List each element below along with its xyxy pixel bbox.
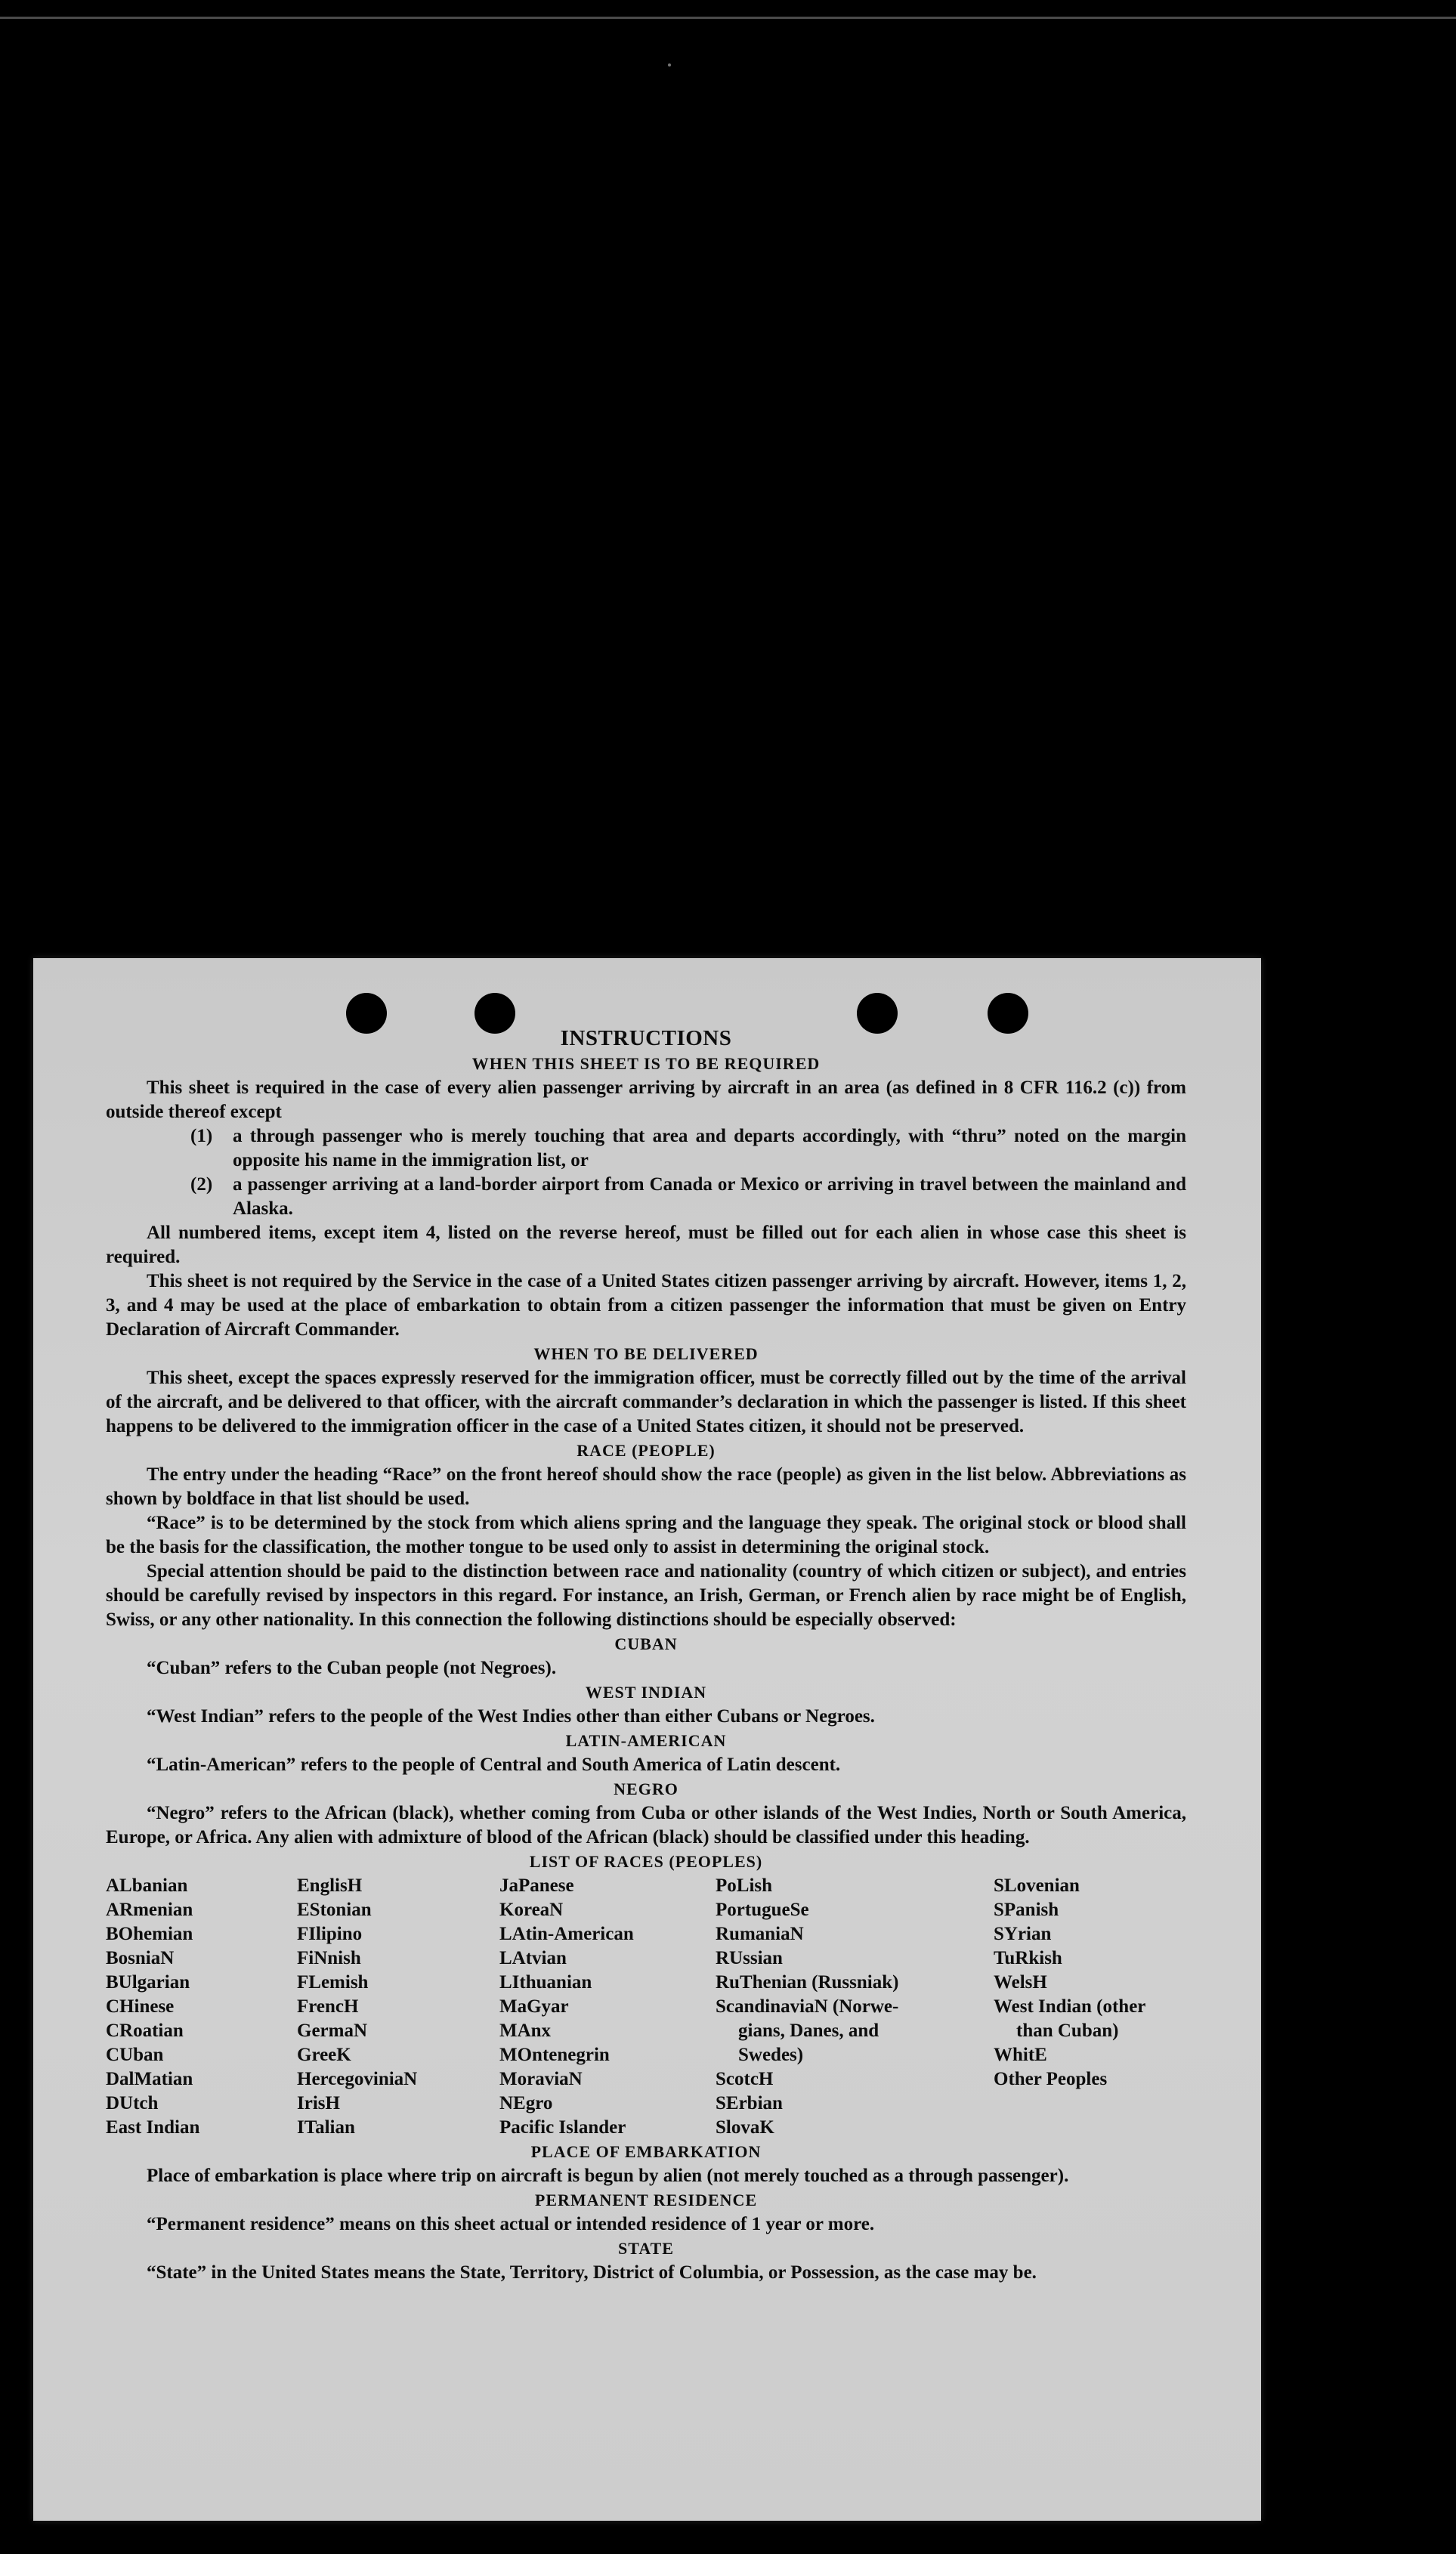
exception-number: (1): [190, 1126, 213, 1146]
west-indian-text: “West Indian” refers to the people of the West Indies other than either Cubans or Negroes.: [147, 1706, 875, 1727]
race-entry: LIthuanian: [499, 1972, 592, 1993]
race-entry: TuRkish: [994, 1948, 1062, 1968]
section-heading-negro: NEGRO: [614, 1779, 679, 1798]
race-entry: PoLish: [716, 1875, 773, 1896]
required-para-citizen: This sheet is not required by the Service in the case of a United States citizen passenger arriving by aircraft. However, items 1, 2, 3, and 4 may be used at the place of embarkation to obtain from a citizen passenger the information that must be given on Entry Declaration of Aircraft Commander.: [106, 1271, 1186, 1340]
section-heading-embarkation: PLACE OF EMBARKATION: [530, 2142, 762, 2161]
race-entry: ScandinaviaN (Norwe-: [716, 1996, 899, 2017]
race-entry: SYrian: [994, 1924, 1052, 1944]
latin-american-text: “Latin-American” refers to the people of Central and South America of Latin descent.: [147, 1755, 841, 1775]
race-entry-continued: than Cuban): [1016, 2021, 1119, 2041]
race-para: “Race” is to be determined by the stock from which aliens spring and the language they speak. The original stock or blood shall be the basis for the classification, the mother tongue to be used only to assist in determining the original stock.: [106, 1513, 1186, 1557]
race-column: [297, 1874, 499, 2140]
race-entry: West Indian (other: [994, 1996, 1146, 2017]
race-entry: LAtin-American: [499, 1924, 634, 1944]
document-body: [106, 1025, 1186, 2285]
race-entry: IrisH: [297, 2093, 340, 2113]
exception-item: [106, 1124, 1186, 1173]
exception-number: (2): [190, 1174, 213, 1195]
race-entry: BOhemian: [106, 1924, 193, 1944]
race-entry: SErbian: [716, 2093, 783, 2113]
race-entry: KoreaN: [499, 1900, 564, 1920]
race-entry: FiNnish: [297, 1948, 361, 1968]
section-heading-west-indian: WEST INDIAN: [585, 1683, 707, 1702]
race-entry: FLemish: [297, 1972, 369, 1993]
race-entry: BUlgarian: [106, 1972, 190, 1993]
race-entry: FrencH: [297, 1996, 359, 2017]
exception-text: a passenger arriving at a land-border airport from Canada or Mexico or arriving in travel between the mainland and Alaska.: [233, 1174, 1186, 1219]
race-entry-continued: gians, Danes, and: [738, 2021, 879, 2041]
race-entry: JaPanese: [499, 1875, 574, 1896]
race-entry: ALbanian: [106, 1875, 188, 1896]
race-list: [106, 1874, 1186, 2140]
race-entry: WhitE: [994, 2045, 1047, 2065]
race-entry: ScotcH: [716, 2069, 774, 2089]
race-entry: MaGyar: [499, 1996, 569, 2017]
document-title: INSTRUCTIONS: [560, 1026, 732, 1050]
race-entry: CRoatian: [106, 2021, 184, 2041]
state-text: “State” in the United States means the State, Territory, District of Columbia, or Possession, as the case may be.: [147, 2262, 1037, 2283]
race-entry: BosniaN: [106, 1948, 175, 1968]
race-entry: LAtvian: [499, 1948, 567, 1968]
race-para: Special attention should be paid to the distinction between race and nationality (country of which citizen or subject), and entries should be carefully revised by inspectors in this regard. For instance, an Irish, German, or French alien by race might be of English, Swiss, or any other nationality. In this connection the following distinctions should be especially observed:: [106, 1561, 1186, 1630]
embarkation-text: Place of embarkation is place where trip on aircraft is begun by alien (not merely touched as a through passenger).: [147, 2166, 1069, 2186]
race-column: [499, 1874, 716, 2140]
residence-text: “Permanent residence” means on this sheet actual or intended residence of 1 year or more.: [147, 2214, 875, 2234]
scan-dust-speck: [668, 63, 671, 66]
race-entry: Pacific Islander: [499, 2117, 626, 2138]
race-para: The entry under the heading “Race” on the front hereof should show the race (people) as given in the list below. Abbreviations as shown by boldface in that list should be used.: [106, 1464, 1186, 1509]
section-heading-state: STATE: [618, 2239, 674, 2258]
race-entry: Other Peoples: [994, 2069, 1108, 2089]
section-heading-cuban: CUBAN: [614, 1634, 678, 1653]
race-column: [994, 1874, 1186, 2140]
race-entry: FIlipino: [297, 1924, 363, 1944]
section-heading-race: RACE (PEOPLE): [577, 1441, 716, 1460]
race-column: [106, 1874, 297, 2140]
race-entry: SPanish: [994, 1900, 1059, 1920]
exception-text: a through passenger who is merely touching that area and departs accordingly, with “thru” noted on the margin opposite his name in the immigration list, or: [233, 1126, 1186, 1170]
section-heading-delivered: WHEN TO BE DELIVERED: [533, 1344, 759, 1363]
race-entry: MAnx: [499, 2021, 552, 2041]
race-entry: ARmenian: [106, 1900, 193, 1920]
race-entry: GreeK: [297, 2045, 351, 2065]
delivered-text: This sheet, except the spaces expressly reserved for the immigration officer, must be correctly filled out by the time of the arrival of the aircraft, and be delivered to that officer, with the aircraft commander’s declaration in which the passenger is listed. If this sheet happens to be delivered to the immigration officer in the case of a United States citizen, it should not be preserved.: [106, 1368, 1186, 1436]
race-entry: WelsH: [994, 1972, 1047, 1993]
race-entry: RumaniaN: [716, 1924, 804, 1944]
race-entry: DalMatian: [106, 2069, 193, 2089]
section-heading-latin-american: LATIN-AMERICAN: [565, 1731, 727, 1750]
race-entry: DUtch: [106, 2093, 159, 2113]
negro-text: “Negro” refers to the African (black), whether coming from Cuba or other islands of the West Indies, North or South America, Europe, or Africa. Any alien with admixture of blood of the African (black) should be classified under this heading.: [106, 1803, 1186, 1847]
race-entry: SlovaK: [716, 2117, 774, 2138]
race-entry: GermaN: [297, 2021, 368, 2041]
section-heading-races: LIST OF RACES (PEOPLES): [529, 1852, 763, 1871]
cuban-text: “Cuban” refers to the Cuban people (not Negroes).: [147, 1658, 557, 1678]
race-entry: CUban: [106, 2045, 164, 2065]
race-entry: East Indian: [106, 2117, 200, 2138]
race-entry-continued: Swedes): [738, 2045, 804, 2065]
race-entry: SLovenian: [994, 1875, 1080, 1896]
race-entry: RUssian: [716, 1948, 783, 1968]
section-heading-required: WHEN THIS SHEET IS TO BE REQUIRED: [471, 1054, 821, 1073]
race-entry: CHinese: [106, 1996, 175, 2017]
race-entry: HercegoviniaN: [297, 2069, 418, 2089]
race-entry: EnglisH: [297, 1875, 363, 1896]
race-entry: RuThenian (Russniak): [716, 1972, 899, 1993]
required-para-items: All numbered items, except item 4, listed on the reverse hereof, must be filled out for each alien in whose case this sheet is required.: [106, 1223, 1186, 1267]
scan-top-edge: [0, 17, 1456, 19]
race-entry: MOntenegrin: [499, 2045, 610, 2065]
race-entry: NEgro: [499, 2093, 553, 2113]
race-column: [716, 1874, 994, 2140]
race-entry: ITalian: [297, 2117, 355, 2138]
section-heading-residence: PERMANENT RESIDENCE: [534, 2191, 758, 2209]
required-intro: This sheet is required in the case of every alien passenger arriving by aircraft in an area (as defined in 8 CFR 116.2 (c)) from outside thereof except: [106, 1078, 1186, 1122]
race-entry: MoraviaN: [499, 2069, 583, 2089]
exception-item: [106, 1173, 1186, 1221]
race-entry: EStonian: [297, 1900, 372, 1920]
instruction-sheet: [33, 958, 1261, 2521]
race-entry: PortugueSe: [716, 1900, 809, 1920]
